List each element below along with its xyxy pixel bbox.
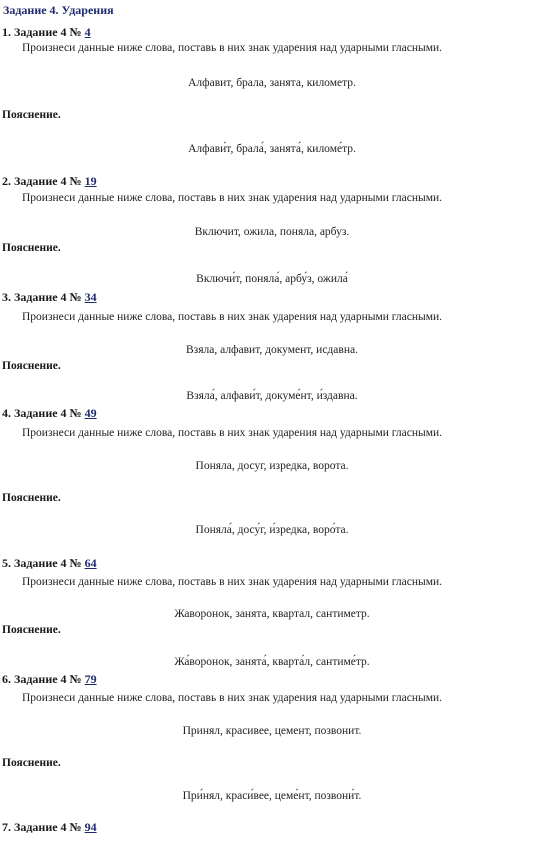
task-answer: Алфави́т, брала́, занята́, киломе́тр. <box>188 143 356 155</box>
task-number-link[interactable]: 19 <box>84 174 97 188</box>
task-number-link[interactable]: 94 <box>84 820 97 834</box>
explanation-label: Пояснение. <box>2 492 61 504</box>
task-title-prefix: 6. Задание 4 № <box>2 672 82 686</box>
task-number-link[interactable]: 49 <box>84 406 97 420</box>
task-number-link[interactable]: 79 <box>84 672 97 686</box>
task-title-prefix: 7. Задание 4 № <box>2 820 82 834</box>
explanation-label: Пояснение. <box>2 360 61 372</box>
explanation-label: Пояснение. <box>2 624 61 636</box>
task-words: Включит, ожила, поняла, арбуз. <box>194 226 350 238</box>
task-number-link[interactable]: 64 <box>84 556 97 570</box>
task-answer: Включи́т, поняла́, арбу́з, ожила́ <box>196 273 348 285</box>
task-answer: Жа́воронок, занята́, кварта́л, сантиме́тр. <box>174 656 370 668</box>
task-title <box>2 820 97 835</box>
task-title-prefix: 3. Задание 4 № <box>2 290 82 304</box>
task-title-prefix: 4. Задание 4 № <box>2 406 82 420</box>
task-answer: При́нял, краси́вее, цеме́нт, позвони́т. <box>182 790 362 802</box>
task-title <box>2 25 91 40</box>
task-words: Поняла, досуг, изредка, ворота. <box>195 460 349 472</box>
explanation-label: Пояснение. <box>2 242 61 254</box>
task-words: Алфавит, брала, занята, километр. <box>188 77 356 89</box>
task-title <box>2 672 97 687</box>
task-words: Взяла, алфавит, документ, исдавна. <box>186 344 358 356</box>
task-instruction: Произнеси данные ниже слова, поставь в них знак ударения над ударными гласными. <box>22 192 443 204</box>
task-instruction: Произнеси данные ниже слова, поставь в них знак ударения над ударными гласными. <box>22 42 443 54</box>
task-words: Жаворонок, занята, квартал, сантиметр. <box>174 608 370 620</box>
page-heading: Задание 4. Ударения <box>3 3 114 17</box>
task-title <box>2 556 97 571</box>
task-title-prefix: 2. Задание 4 № <box>2 174 82 188</box>
task-title <box>2 290 97 305</box>
task-title <box>2 174 97 189</box>
task-words: Принял, красивее, цемент, позвонит. <box>182 725 362 737</box>
task-number-link[interactable]: 34 <box>84 290 97 304</box>
task-instruction: Произнеси данные ниже слова, поставь в них знак ударения над ударными гласными. <box>22 427 443 439</box>
task-instruction: Произнеси данные ниже слова, поставь в них знак ударения над ударными гласными. <box>22 311 443 323</box>
task-answer: Взяла́, алфави́т, докуме́нт, и́здавна. <box>186 390 358 402</box>
task-title-prefix: 1. Задание 4 № <box>2 25 82 39</box>
task-number-link[interactable]: 4 <box>84 25 91 39</box>
task-instruction: Произнеси данные ниже слова, поставь в них знак ударения над ударными гласными. <box>22 692 443 704</box>
task-instruction: Произнеси данные ниже слова, поставь в них знак ударения над ударными гласными. <box>22 576 443 588</box>
explanation-label: Пояснение. <box>2 757 61 769</box>
task-title-prefix: 5. Задание 4 № <box>2 556 82 570</box>
task-answer: Поняла́, досу́г, и́зредка, воро́та. <box>195 524 349 536</box>
task-title <box>2 406 97 421</box>
explanation-label: Пояснение. <box>2 109 61 121</box>
